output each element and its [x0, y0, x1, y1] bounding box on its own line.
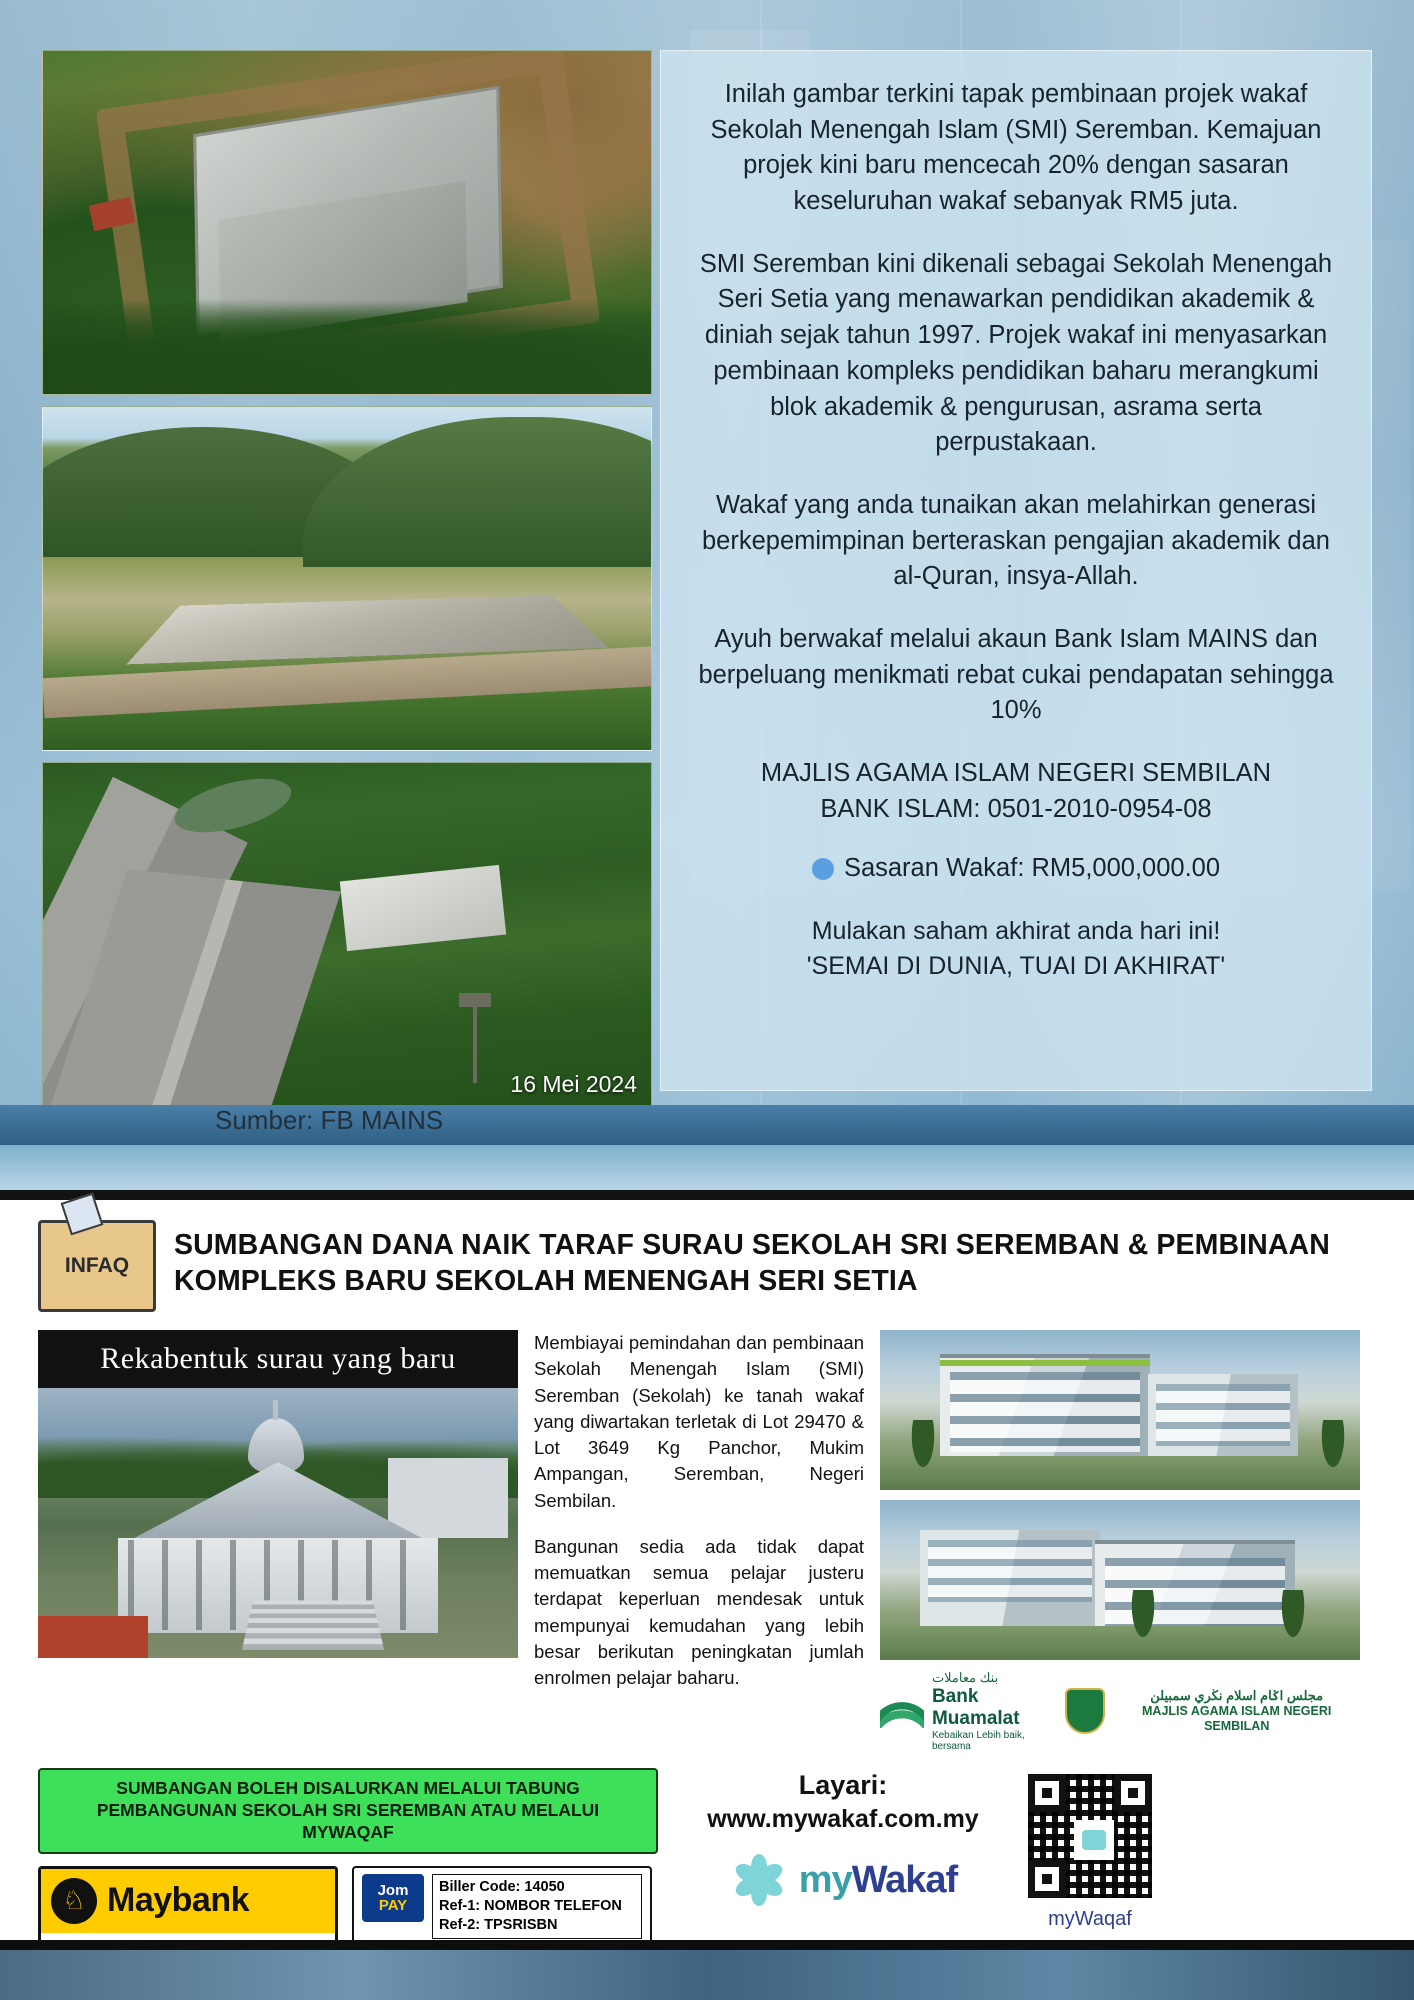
footer-strip	[0, 1940, 1414, 2000]
mains-arabic-text: مجلس اݢام اسلام نڬري سمبيلن	[1150, 1688, 1324, 1704]
bank-muamalat-logo	[880, 1670, 1065, 1752]
render-column	[880, 1330, 1360, 1752]
photo-detail	[43, 299, 651, 394]
flyer-header	[38, 1214, 1376, 1312]
donation-channel-banner: SUMBANGAN BOLEH DISALURKAN MELALUI TABUNG PEMBANGUNAN SEKOLAH SRI SEREMBAN ATAU MELALUI MYWAQAF	[38, 1768, 658, 1854]
mywakaf-url[interactable]: www.mywakaf.com.my	[707, 1805, 979, 1833]
bank-muamalat-text	[932, 1670, 1065, 1752]
render-detail	[940, 1360, 1150, 1366]
photo-detail	[388, 1458, 508, 1538]
jompay-biller-code: Biller Code: 14050	[439, 1878, 565, 1895]
jompay-logo-line1: Jom	[377, 1881, 409, 1899]
render-detail	[1320, 1420, 1346, 1472]
jompay-ref1: Ref-1: NOMBOR TELEFON	[439, 1897, 622, 1914]
section-divider	[0, 1190, 1414, 1200]
flower-icon	[729, 1850, 789, 1910]
photo-aerial-construction-slab	[42, 50, 652, 395]
photo-aerial-site-wide	[42, 406, 652, 751]
flyer-content-row	[38, 1330, 1376, 1752]
jompay-logo-icon	[362, 1874, 424, 1922]
description-paragraph-2: Bangunan sedia ada tidak dapat memuatkan semua pelajar justeru terdapat keperluan mendesak untuk mempunyai kemudahan yang lebih besar berikutan peningkatan jumlah enrolmen pelajar baharu.	[534, 1535, 864, 1689]
closing-line-1: Mulakan saham akhirat anda hari ini!	[811, 917, 1221, 946]
poster-paragraph-1: Inilah gambar terkini tapak pembinaan projek wakaf Sekolah Menengah Islam (SMI) Seremban. Kemajuan projek kini baru mencecah 20% dengan sasaran keseluruhan wakaf sebanyak RM5 juta.	[710, 80, 1322, 216]
poster-account-block	[687, 756, 1345, 827]
jompay-logo-line2: PAY	[378, 1896, 408, 1914]
photo-detail	[303, 417, 652, 567]
qr-eye	[1028, 1774, 1066, 1812]
bank-tagline: Kebaikan Lebih baik, bersama	[931, 1730, 1025, 1752]
render-detail	[1148, 1374, 1298, 1464]
surau-card	[38, 1330, 518, 1752]
qr-block	[1024, 1770, 1156, 1931]
mains-logo	[1065, 1688, 1360, 1734]
render-detail	[940, 1354, 1150, 1464]
flyer-title: SUMBANGAN DANA NAIK TARAF SURAU SEKOLAH SRI SEREMBAN & PEMBINAAN KOMPLEKS BARU SEKOLAH MENENGAH SERI SETIA	[174, 1228, 1330, 1297]
flyer-section	[0, 1200, 1414, 1940]
mains-crest-icon	[1065, 1688, 1105, 1734]
description-paragraph-1: Membiayai pemindahan dan pembinaan Sekolah Menengah Islam (SMI) Seremban (Sekolah) ke tanah wakaf yang diwartakan terletak di Lot 29470 & Lot 3649 Kg Panchor, Mukim Ampangan, Seremban, Negeri Sembilan.	[534, 1332, 864, 1511]
surau-photo	[38, 1388, 518, 1658]
jompay-codes	[432, 1874, 642, 1940]
qr-eye	[1028, 1860, 1066, 1898]
qr-label: myWaqaf	[1048, 1908, 1132, 1930]
mywakaf-brand	[799, 1859, 957, 1902]
render-detail	[1280, 1590, 1306, 1642]
photo-detail	[38, 1616, 148, 1658]
render-detail	[910, 1420, 936, 1472]
bank-muamalat-mark-icon	[880, 1694, 924, 1728]
photo-column	[42, 50, 652, 1118]
jompay-top-row	[362, 1874, 642, 1940]
qr-code-icon[interactable]	[1024, 1770, 1156, 1902]
blue-dot-icon	[812, 858, 834, 880]
mains-name: MAJLIS AGAMA ISLAM NEGERI SEMBILAN	[1142, 1703, 1332, 1733]
photo-aerial-highway-site	[42, 762, 652, 1107]
maybank-logo	[41, 1869, 335, 1933]
mains-text	[1113, 1688, 1360, 1734]
partner-logos	[880, 1670, 1360, 1752]
render-image-1	[880, 1330, 1360, 1490]
closing-line-2: 'SEMAI DI DUNIA, TUAI DI AKHIRAT'	[806, 952, 1226, 981]
target-label: Sasaran Wakaf: RM5,000,000.00	[843, 854, 1221, 883]
source-credit: Sumber: FB MAINS	[215, 1105, 444, 1135]
poster-closing-block	[687, 914, 1345, 984]
account-number: BANK ISLAM: 0501-2010-0954-08	[820, 794, 1212, 823]
layari-label: Layari:	[798, 1770, 888, 1800]
render-detail	[1095, 1540, 1295, 1635]
photo-detail	[242, 1600, 384, 1650]
poster-band-dark	[0, 1105, 1414, 1145]
surau-caption: Rekabentuk surau yang baru	[38, 1330, 518, 1388]
render-detail	[1130, 1590, 1156, 1642]
bank-name: Bank Muamalat	[931, 1686, 1020, 1729]
qr-eye	[1114, 1774, 1152, 1812]
bank-arabic-text: بنك معاملات	[931, 1670, 999, 1685]
mywakaf-logo	[678, 1850, 1008, 1910]
poster-text-panel	[660, 50, 1372, 1091]
infaq-badge: INFAQ	[38, 1220, 156, 1312]
account-owner: MAJLIS AGAMA ISLAM NEGERI SEMBILAN	[760, 759, 1272, 787]
mywakaf-brand-suffix: Wakaf	[851, 1858, 958, 1901]
photo-detail	[340, 865, 506, 951]
maybank-name: Maybank	[107, 1881, 249, 1920]
render-image-2	[880, 1500, 1360, 1660]
poster-band-light	[0, 1145, 1414, 1190]
qr-center-logo	[1074, 1820, 1114, 1860]
render-detail	[880, 1456, 1360, 1490]
mywakaf-block	[678, 1770, 1008, 1910]
photo-detail	[473, 993, 477, 1083]
poster-paragraph-3: Wakaf yang anda tunaikan akan melahirkan generasi berkepemimpinan berteraskan pengajian akademik dan al-Quran, insya-Allah.	[702, 490, 1330, 591]
poster-paragraph-2: SMI Seremban kini dikenali sebagai Sekolah Menengah Seri Setia yang menawarkan pendidikan akademik & diniah sejak tahun 1997. Projek wakaf ini menyasarkan pembinaan kompleks pendidikan baharu merangkumi blok akademik & pengurusan, asrama serta perpustakaan.	[699, 249, 1333, 457]
project-description	[534, 1330, 864, 1752]
jompay-ref2: Ref-2: TPSRISBN	[439, 1917, 558, 1934]
mywakaf-brand-prefix: my	[798, 1858, 852, 1901]
render-detail	[920, 1530, 1100, 1635]
photo-date-caption: 16 Mei 2024	[510, 1071, 637, 1097]
poster-target-line	[687, 851, 1345, 887]
maybank-tiger-icon: ♘	[51, 1878, 97, 1924]
poster-paragraph-4: Ayuh berwakaf melalui akaun Bank Islam MAINS dan berpeluang menikmati rebat cukai pendapatan sehingga 10%	[698, 624, 1334, 725]
